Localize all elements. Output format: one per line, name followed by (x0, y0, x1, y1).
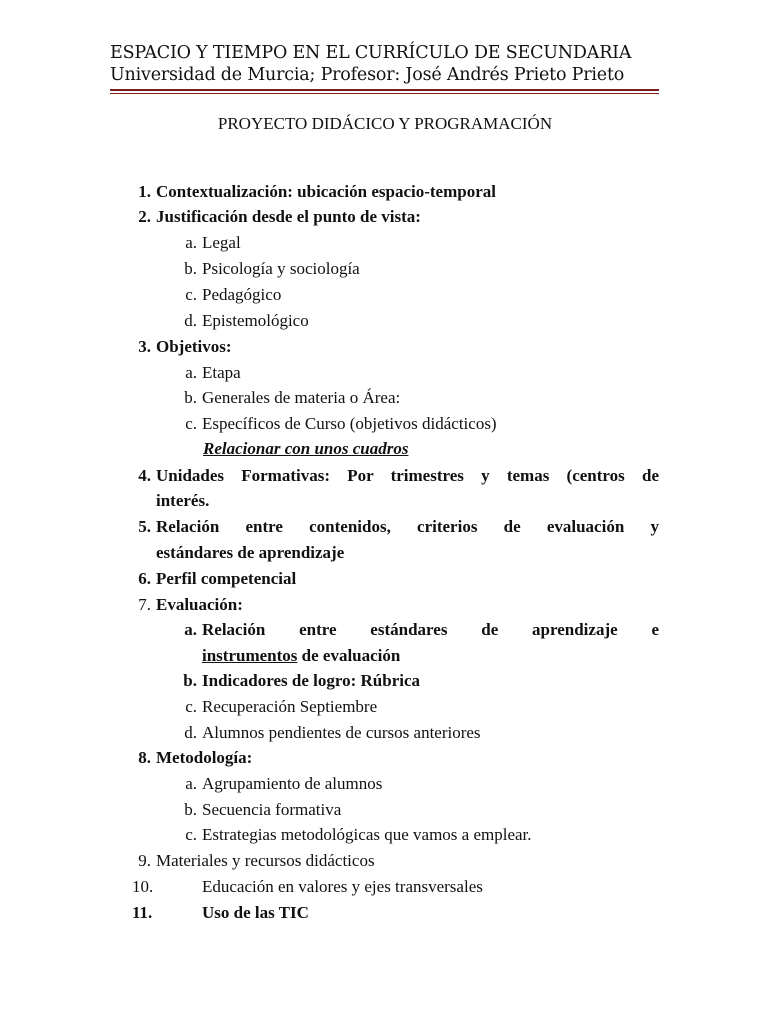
outline-item-11: Uso de las TIC (202, 903, 309, 922)
outline-letter: a. (185, 233, 197, 252)
outline-item-4-continuation: interés. (156, 491, 210, 510)
outline-subitem-8b (184, 798, 342, 822)
outline-subitem-text: Relación entre estándares de aprendizaje e (202, 620, 659, 639)
outline-subitem-2c (185, 283, 282, 307)
outline-subitem-7a (184, 618, 659, 642)
outline-item-text: Justificación desde el punto de vista: (156, 207, 421, 226)
outline-number: 3. (138, 337, 151, 356)
outline-number: 9. (138, 851, 151, 870)
outline-item-text: Materiales y recursos didácticos (156, 851, 375, 870)
outline-letter: b. (183, 671, 197, 690)
outline-letter: c. (185, 414, 197, 433)
outline-letter: b. (184, 259, 197, 278)
outline-number: 8. (138, 748, 151, 767)
outline-item-10: Educación en valores y ejes transversales (202, 877, 483, 896)
outline-item-1 (138, 180, 496, 204)
outline-subitem-2b (184, 257, 360, 281)
outline-letter: c. (185, 697, 197, 716)
outline-item-text: Contextualización: ubicación espacio-temporal (156, 182, 496, 201)
outline-item-text: Unidades Formativas: Por trimestres y temas (centros de (156, 466, 659, 485)
outline-letter: c. (185, 825, 197, 844)
outline-subitem-2d (184, 309, 309, 333)
outline-letter: b. (184, 388, 197, 407)
outline-subitem-text: Pedagógico (202, 285, 282, 304)
outline-item-text: Objetivos: (156, 337, 232, 356)
outline-subitem-3c (185, 412, 497, 436)
outline-subitem-7d (184, 721, 481, 745)
outline-subitem-text: Generales de materia o Área: (202, 388, 401, 407)
outline-subitem-7a-continuation (202, 644, 400, 668)
header-university-professor: Universidad de Murcia; Profesor: José Andrés Prieto Prieto (110, 65, 625, 85)
outline-item-7 (138, 593, 243, 617)
outline-subitem-text: Estrategias metodológicas que vamos a emplear. (202, 825, 532, 844)
outline-item-text: Metodología: (156, 748, 253, 767)
outline-letter: a. (185, 363, 197, 382)
outline-subitem-text: de evaluación (297, 646, 401, 665)
outline-number: 6. (138, 569, 151, 588)
outline-subitem-text: Legal (202, 233, 241, 252)
outline-subitem-text: Agrupamiento de alumnos (202, 774, 383, 793)
outline-subitem-3b (184, 386, 401, 410)
outline-subitem-text: Alumnos pendientes de cursos anteriores (202, 723, 481, 742)
document-title: PROYECTO DIDÁCICO Y PROGRAMACIÓN (217, 114, 553, 133)
outline-number-11: 11. (132, 903, 153, 922)
outline-letter: d. (184, 311, 197, 330)
outline-subitem-text: Etapa (202, 363, 241, 382)
outline-item-text: Relación entre contenidos, criterios de evaluación y (156, 517, 659, 536)
outline-item-text: Evaluación: (156, 595, 243, 614)
outline-number: 5. (138, 517, 151, 536)
outline-item-3 (138, 335, 232, 359)
outline-item-text: Perfil competencial (156, 569, 297, 588)
outline-item-5 (138, 515, 659, 539)
outline-item-5-continuation: estándares de aprendizaje (156, 543, 345, 562)
outline-letter: a. (185, 774, 197, 793)
header-rule-thin (110, 93, 659, 94)
outline-subitem-text: Recuperación Septiembre (202, 697, 378, 716)
header-course-title: ESPACIO Y TIEMPO EN EL CURRÍCULO DE SECUNDARIA (110, 43, 632, 63)
outline-letter: a. (184, 620, 197, 639)
outline-number: 7. (138, 595, 151, 614)
outline-subitem-2a (185, 231, 241, 255)
page-header (110, 42, 660, 86)
outline-letter: c. (185, 285, 197, 304)
outline-subitem-8a (185, 772, 383, 796)
header-rule-thick (110, 89, 659, 91)
outline-subitem-3a (185, 361, 241, 385)
outline-item-2 (138, 205, 421, 229)
outline-letter: d. (184, 723, 197, 742)
outline-letter: b. (184, 800, 197, 819)
outline-subitem-text: Secuencia formativa (202, 800, 342, 819)
outline-subitem-text: Epistemológico (202, 311, 309, 330)
objectives-note: Relacionar con unos cuadros (203, 439, 409, 458)
outline-item-9 (138, 849, 375, 873)
outline-subitem-8c (185, 823, 532, 847)
outline-subitem-text: Específicos de Curso (objetivos didácticos) (202, 414, 497, 433)
outline-subitem-7b (183, 669, 421, 693)
outline-number: 2. (138, 207, 151, 226)
underlined-word: instrumentos (202, 646, 298, 665)
outline-subitem-text: Psicología y sociología (202, 259, 360, 278)
outline-item-4 (138, 464, 659, 488)
outline-number: 4. (138, 466, 151, 485)
outline-item-8 (138, 746, 253, 770)
outline-item-6 (138, 567, 297, 591)
outline-subitem-7c (185, 695, 378, 719)
outline-number: 1. (138, 182, 151, 201)
outline-number-10: 10. (132, 877, 154, 896)
outline-subitem-text: Indicadores de logro: Rúbrica (202, 671, 421, 690)
